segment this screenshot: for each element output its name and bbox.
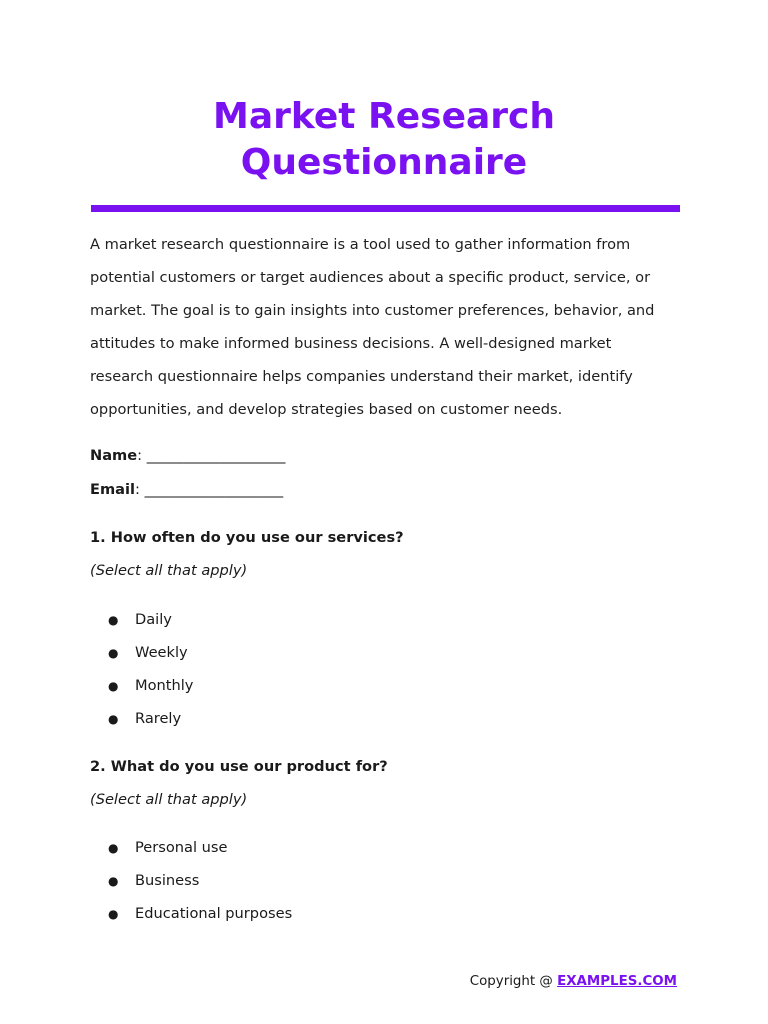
option-daily[interactable] <box>108 610 193 643</box>
question-2-options <box>108 838 292 937</box>
bullet-icon: ● <box>108 679 119 693</box>
title-line-1: Market Research <box>213 96 555 137</box>
intro-line: A market research questionnaire is a tool used to gather information from <box>90 236 631 253</box>
intro-line: attitudes to make informed business decisions. A well-designed market <box>90 335 612 352</box>
email-blank[interactable]: : ___________________ <box>135 481 284 498</box>
intro-paragraph <box>90 228 690 426</box>
option-educational-purposes[interactable] <box>108 904 292 937</box>
intro-line: research questionnaire helps companies understand their market, identify <box>90 368 633 385</box>
bullet-icon: ● <box>108 712 119 726</box>
bullet-icon: ● <box>108 613 119 627</box>
email-field[interactable] <box>90 480 283 500</box>
option-label: Business <box>135 872 200 889</box>
copyright-text: Copyright @ <box>469 974 558 989</box>
bullet-icon: ● <box>108 841 119 855</box>
question-2-text: 2. What do you use our product for? <box>90 758 388 775</box>
option-label: Personal use <box>135 839 228 856</box>
option-weekly[interactable] <box>108 643 193 676</box>
question-1-hint: (Select all that apply) <box>90 562 248 579</box>
option-label: Daily <box>135 611 172 628</box>
option-rarely[interactable] <box>108 709 193 742</box>
page-title <box>0 94 768 186</box>
intro-line: potential customers or target audiences about a specific product, service, or <box>90 269 651 286</box>
name-field[interactable] <box>90 446 285 466</box>
bullet-icon: ● <box>108 907 119 921</box>
question-2-hint: (Select all that apply) <box>90 791 248 808</box>
title-divider <box>91 205 680 212</box>
examples-link[interactable]: EXAMPLES.COM <box>557 974 677 989</box>
title-line-2: Questionnaire <box>240 142 528 183</box>
option-personal-use[interactable] <box>108 838 292 871</box>
intro-line: opportunities, and develop strategies based on customer needs. <box>90 401 563 418</box>
email-label: Email <box>90 481 136 498</box>
question-1-options <box>108 610 193 742</box>
name-label: Name <box>90 447 138 464</box>
intro-line: market. The goal is to gain insights into customer preferences, behavior, and <box>90 302 655 319</box>
option-monthly[interactable] <box>108 676 193 709</box>
option-label: Monthly <box>135 677 194 694</box>
bullet-icon: ● <box>108 646 119 660</box>
copyright-footer <box>470 972 677 992</box>
option-business[interactable] <box>108 871 292 904</box>
option-label: Educational purposes <box>135 905 293 922</box>
question-1-text: 1. How often do you use our services? <box>90 529 404 546</box>
option-label: Weekly <box>135 644 188 661</box>
option-label: Rarely <box>135 710 182 727</box>
bullet-icon: ● <box>108 874 119 888</box>
name-blank[interactable]: : ___________________ <box>137 447 286 464</box>
